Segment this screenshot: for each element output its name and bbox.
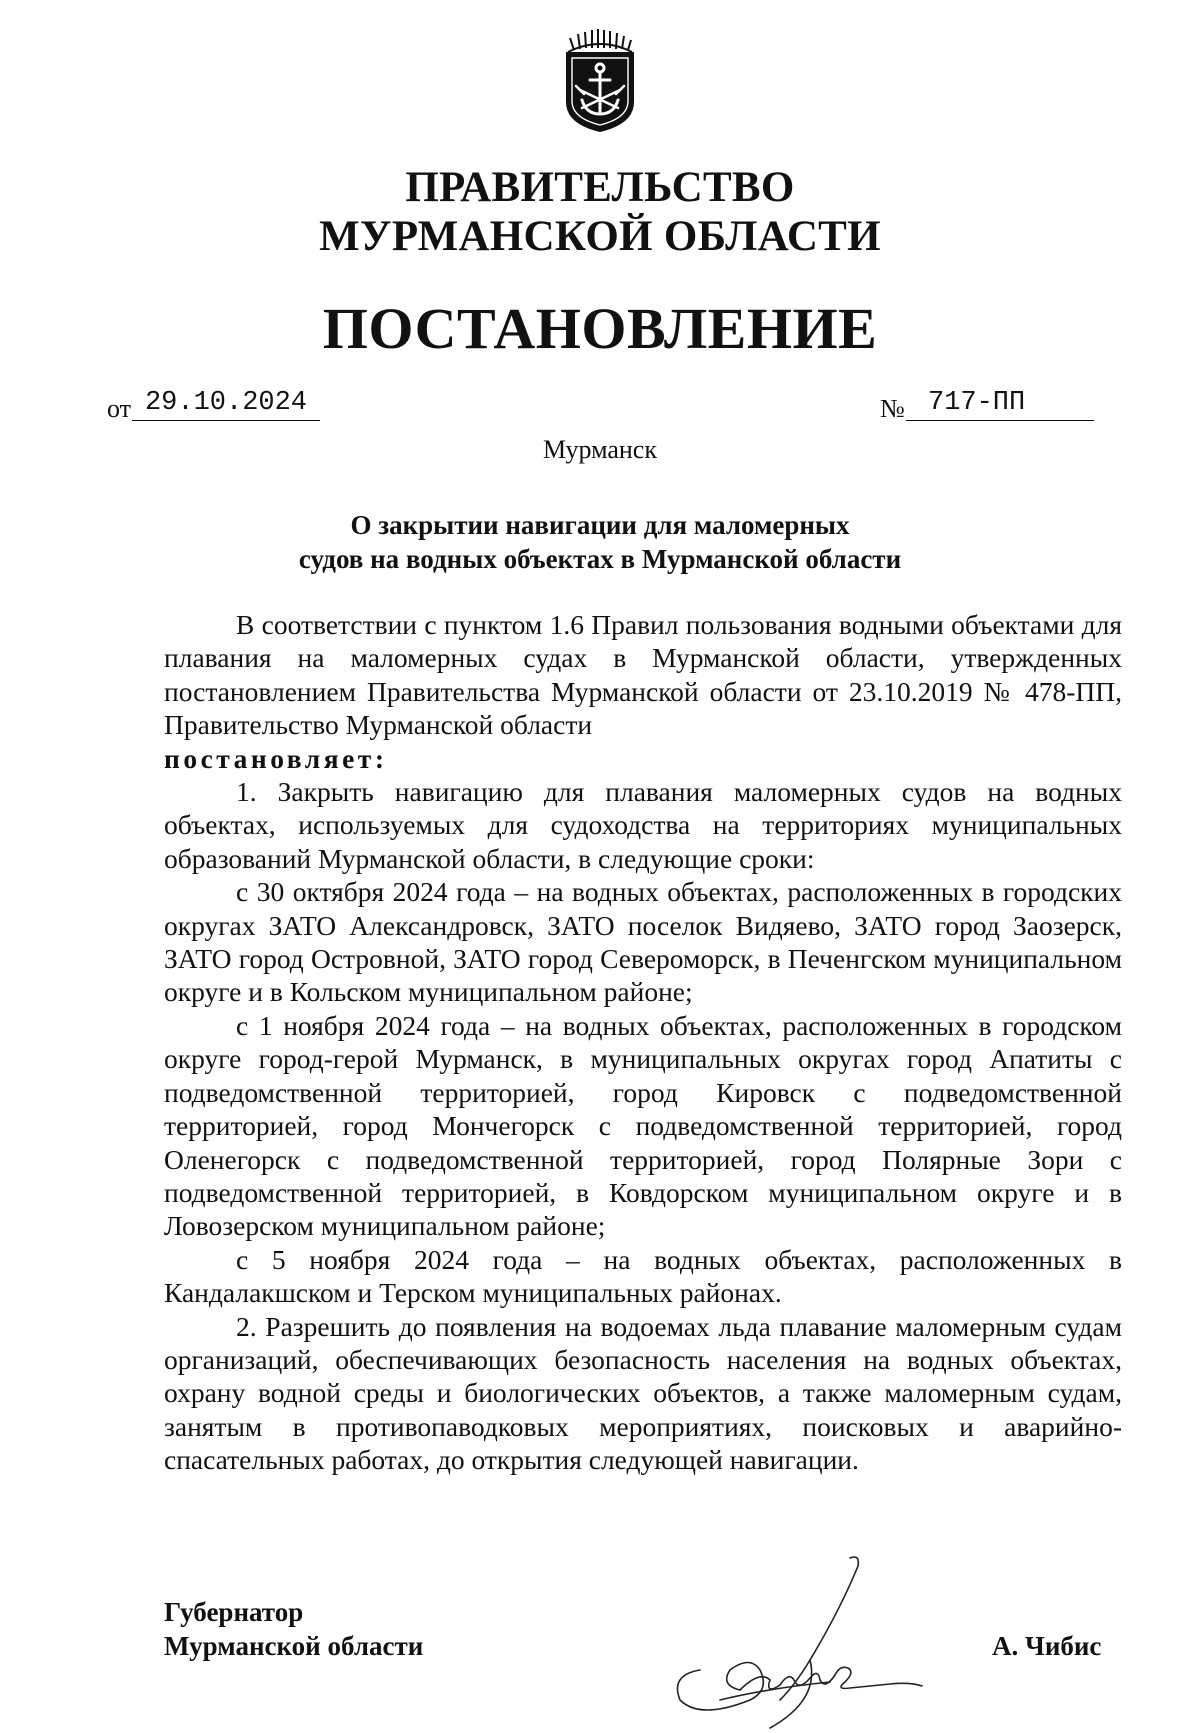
- government-title-line2: МУРМАНСКОЙ ОБЛАСТИ: [319, 213, 881, 260]
- signatory-title-line1: Губернатор: [164, 1597, 304, 1627]
- government-title-line1: ПРАВИТЕЛЬСТВО: [405, 164, 795, 211]
- preamble-text: В соответствии с пунктом 1.6 Правил пользования водными объектами для плавания на маломерных судах в Мурманской области, утвержденных постановлением Правительства Мурманской области от 23.10.2019 № 478-ПП, Правительство Мурманской области: [164, 609, 1122, 741]
- handwritten-signature: [660, 1550, 930, 1730]
- document-number: 717-ПП: [906, 386, 1094, 421]
- paragraph-preamble: [164, 608, 1122, 775]
- document-type: ПОСТАНОВЛЕНИЕ: [322, 296, 878, 361]
- date-label: от: [107, 394, 132, 423]
- subject-line1: О закрытии навигации для маломерных: [350, 510, 850, 540]
- paragraph-term-nov1: с 1 ноября 2024 года – на водных объектах, расположенных в городском округе город-герой Мурманск, в муниципальных округах город Апатиты с подведомственной территорией, город Кировск с подведомственной территорией, город Мончегорск с подведомственной территорией, город Оленегорск с подведомственной территорией, город Полярные Зори с подведомственной территорией, в Ковдорском муниципальном округе и в Ловозерском муниципальном районе;: [164, 1009, 1122, 1242]
- paragraph-item-2: 2. Разрешить до появления на водоемах льда плавание маломерным судам организаций, обеспечивающих безопасность населения на водных объектах, охрану водной среды и биологических объектов, а также маломерным судам, занятым в противопаводковых мероприятиях, поисковых и аварийно-спасательных работах, до открытия следующей навигации.: [164, 1310, 1122, 1476]
- subject-line2: судов на водных объектах в Мурманской области: [298, 544, 902, 574]
- document-body: [164, 608, 1122, 1477]
- document-date: 29.10.2024: [132, 386, 320, 421]
- city: Мурманск: [543, 435, 657, 464]
- signatory-title-line2: Мурманской области: [164, 1631, 424, 1661]
- signatory-name: А. Чибис: [992, 1631, 1102, 1661]
- coat-of-arms-icon: [560, 28, 640, 134]
- paragraph-term-oct30: с 30 октября 2024 года – на водных объектах, расположенных в городских округах ЗАТО Александровск, ЗАТО поселок Видяево, ЗАТО город Заозерск, ЗАТО город Островной, ЗАТО город Североморск, в Печенгском муниципальном округе и в Кольском муниципальном районе;: [164, 876, 1122, 1008]
- number-label: №: [880, 394, 905, 423]
- paragraph-item-1: 1. Закрыть навигацию для плавания маломерных судов на водных объектах, используемых для судоходства на территориях муниципальных образований Мурманской области, в следующие сроки:: [164, 776, 1122, 874]
- decree-verb: постановляет:: [164, 742, 388, 774]
- paragraph-term-nov5: с 5 ноября 2024 года – на водных объектах, расположенных в Кандалакшском и Терском муниципальных районах.: [164, 1243, 1122, 1309]
- signatory-title: [164, 1595, 423, 1663]
